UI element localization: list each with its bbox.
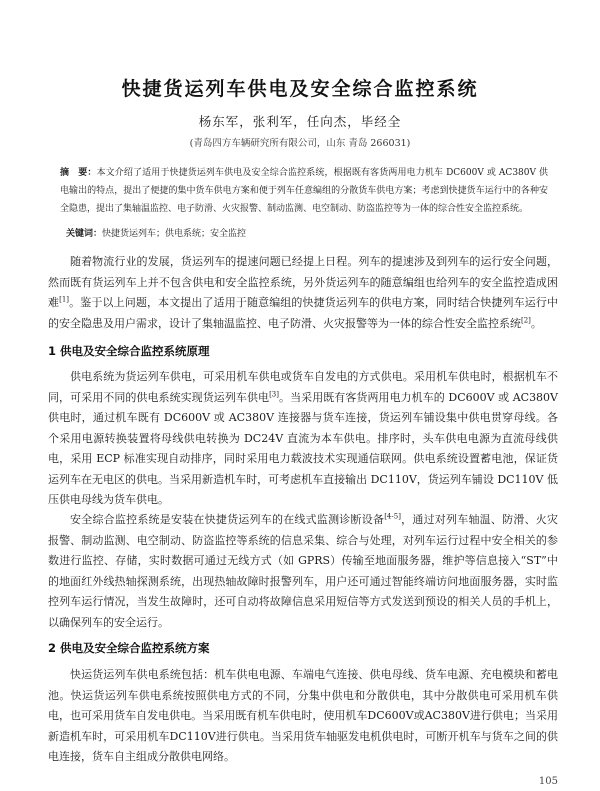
author-list: 杨东军，张利军，任向杰，毕经全	[198, 114, 402, 129]
section-1-p2-cont: ，通过对列车轴温、防滑、火灾报警、制动监测、电空制动、防盗监控等系统的信息采集、综合与处理，对列车运行过程中安全相关的参数进行监控、存储，实时数据可通过无线方式（如 GPRS）传输至地面服务器，维护等信息接入“ST”中的地面红外线热轴探测系统，出现热轴故障时报警列车，用户还可通过智能终端访问地面服务器，实时监控列车运行情况，当发生故障时，还可自动将故障信息采用短信等方式发送到预设的相关人员的手机上，以确保列车的安全运行。	[48, 513, 559, 629]
section-1-paragraph-2	[48, 510, 558, 633]
keywords-label: 关键词：	[66, 229, 103, 239]
paper-title: 快捷货运列车供电及安全综合监控系统	[121, 78, 479, 100]
section-1-paragraph-1	[48, 367, 558, 511]
abstract-label: 摘 要：	[60, 168, 97, 178]
section-2-p1-text: 快运货运列车供电系统包括：机车供电电源、车端电气连接、供电母线、货车电源、充电模块和蓄电池。快运货运列车供电系统按照供电方式的不同，分集中供电和分散供电，其中分散供电可采用机车供电，也可采用货车自发电供电。当采用既有机车供电时，使用机车DC600V或AC380V进行供电；当采用新造机车时，可采用机车DC110V进行供电。当采用货车轴驱发电机供电时，可断开机车与货车之间的供电连接，货车自主组成分散供电网络。	[48, 668, 558, 763]
citation: [4-5]	[384, 512, 401, 521]
section-1-p1-cont: 。当采用既有客货两用电力机车的 DC600V 或 AC380V 供电时，通过机车既有 DC600V 或 AC380V 连接器与货车连接，货运列车铺设集中供电贯穿母线。各个采用电源转换装置将母线供电转换为 DC24V 直流为本车供电。排序时，头车供电电源为直流母线供电，采用 ECP 标准实现自动排序，同时采用电力载波技术实现通信联网。供电系统设置蓄电池，保证货运列车在无电区的供电。当采用新造机车时，可考虑机车直接输出 DC110V，货运列车铺设 DC110V 低压供电母线为货车供电。	[48, 390, 559, 506]
intro-text-end: 。	[530, 316, 542, 330]
citation: [2]	[521, 315, 531, 324]
page-number: 105	[538, 776, 558, 787]
abstract	[60, 164, 548, 218]
section-2-paragraph-1	[48, 665, 558, 773]
citation: [3]	[269, 389, 279, 398]
keywords-text: 快捷货运列车；供电系统；安全监控	[102, 229, 247, 239]
intro-text: 随着物流行业的发展，货运列车的提速问题已经提上日程。列车的提速涉及到列车的运行安全问题，然而既有货运列车上并不包含供电和安全监控系统，另外货运列车的随意编组也给列车的安全监控造成困难	[48, 255, 558, 309]
section-1-heading: 1 供电及安全综合监控系统原理	[48, 344, 210, 358]
affiliation: (青岛四方车辆研究所有限公司，山东 青岛 266031)	[189, 138, 411, 149]
section-1-p1-text: 供电系统为货运列车供电，可采用机车供电或货车自发电的方式供电。采用机车供电时，根据机车不同，可采用不同的供电系统实现货运列车供电	[48, 370, 558, 404]
intro-text-cont: 。鉴于以上问题，本文提出了适用于随意编组的快捷货运列车的供电方案，同时结合快捷列车运行中的安全隐患及用户需求，设计了集轴温监控、电子防滑、火灾报警等为一体的综合性安全监控系统	[48, 296, 559, 330]
keywords	[66, 227, 546, 241]
citation: [1]	[59, 295, 70, 304]
intro-paragraph	[48, 252, 558, 334]
section-1-p2-text: 安全综合监控系统是安装在快捷货运列车的在线式监测诊断设备	[70, 513, 385, 526]
section-2-heading: 2 供电及安全综合监控系统方案	[48, 641, 210, 655]
abstract-text: 本文介绍了适用于快捷货运列车供电及安全综合监控系统，根据既有客货两用电力机车 DC600V 或 AC380V 供电输出的特点，提出了便捷的集中货车供电方案和便于列车任意编组的分散货车供电方案；考虑到快捷货车运行中的各种安全隐患，提出了集轴温监控、电子防滑、火灾报警、制动监测、电空制动、防盗监控等为一体的综合性安全监控系统。	[60, 168, 548, 214]
